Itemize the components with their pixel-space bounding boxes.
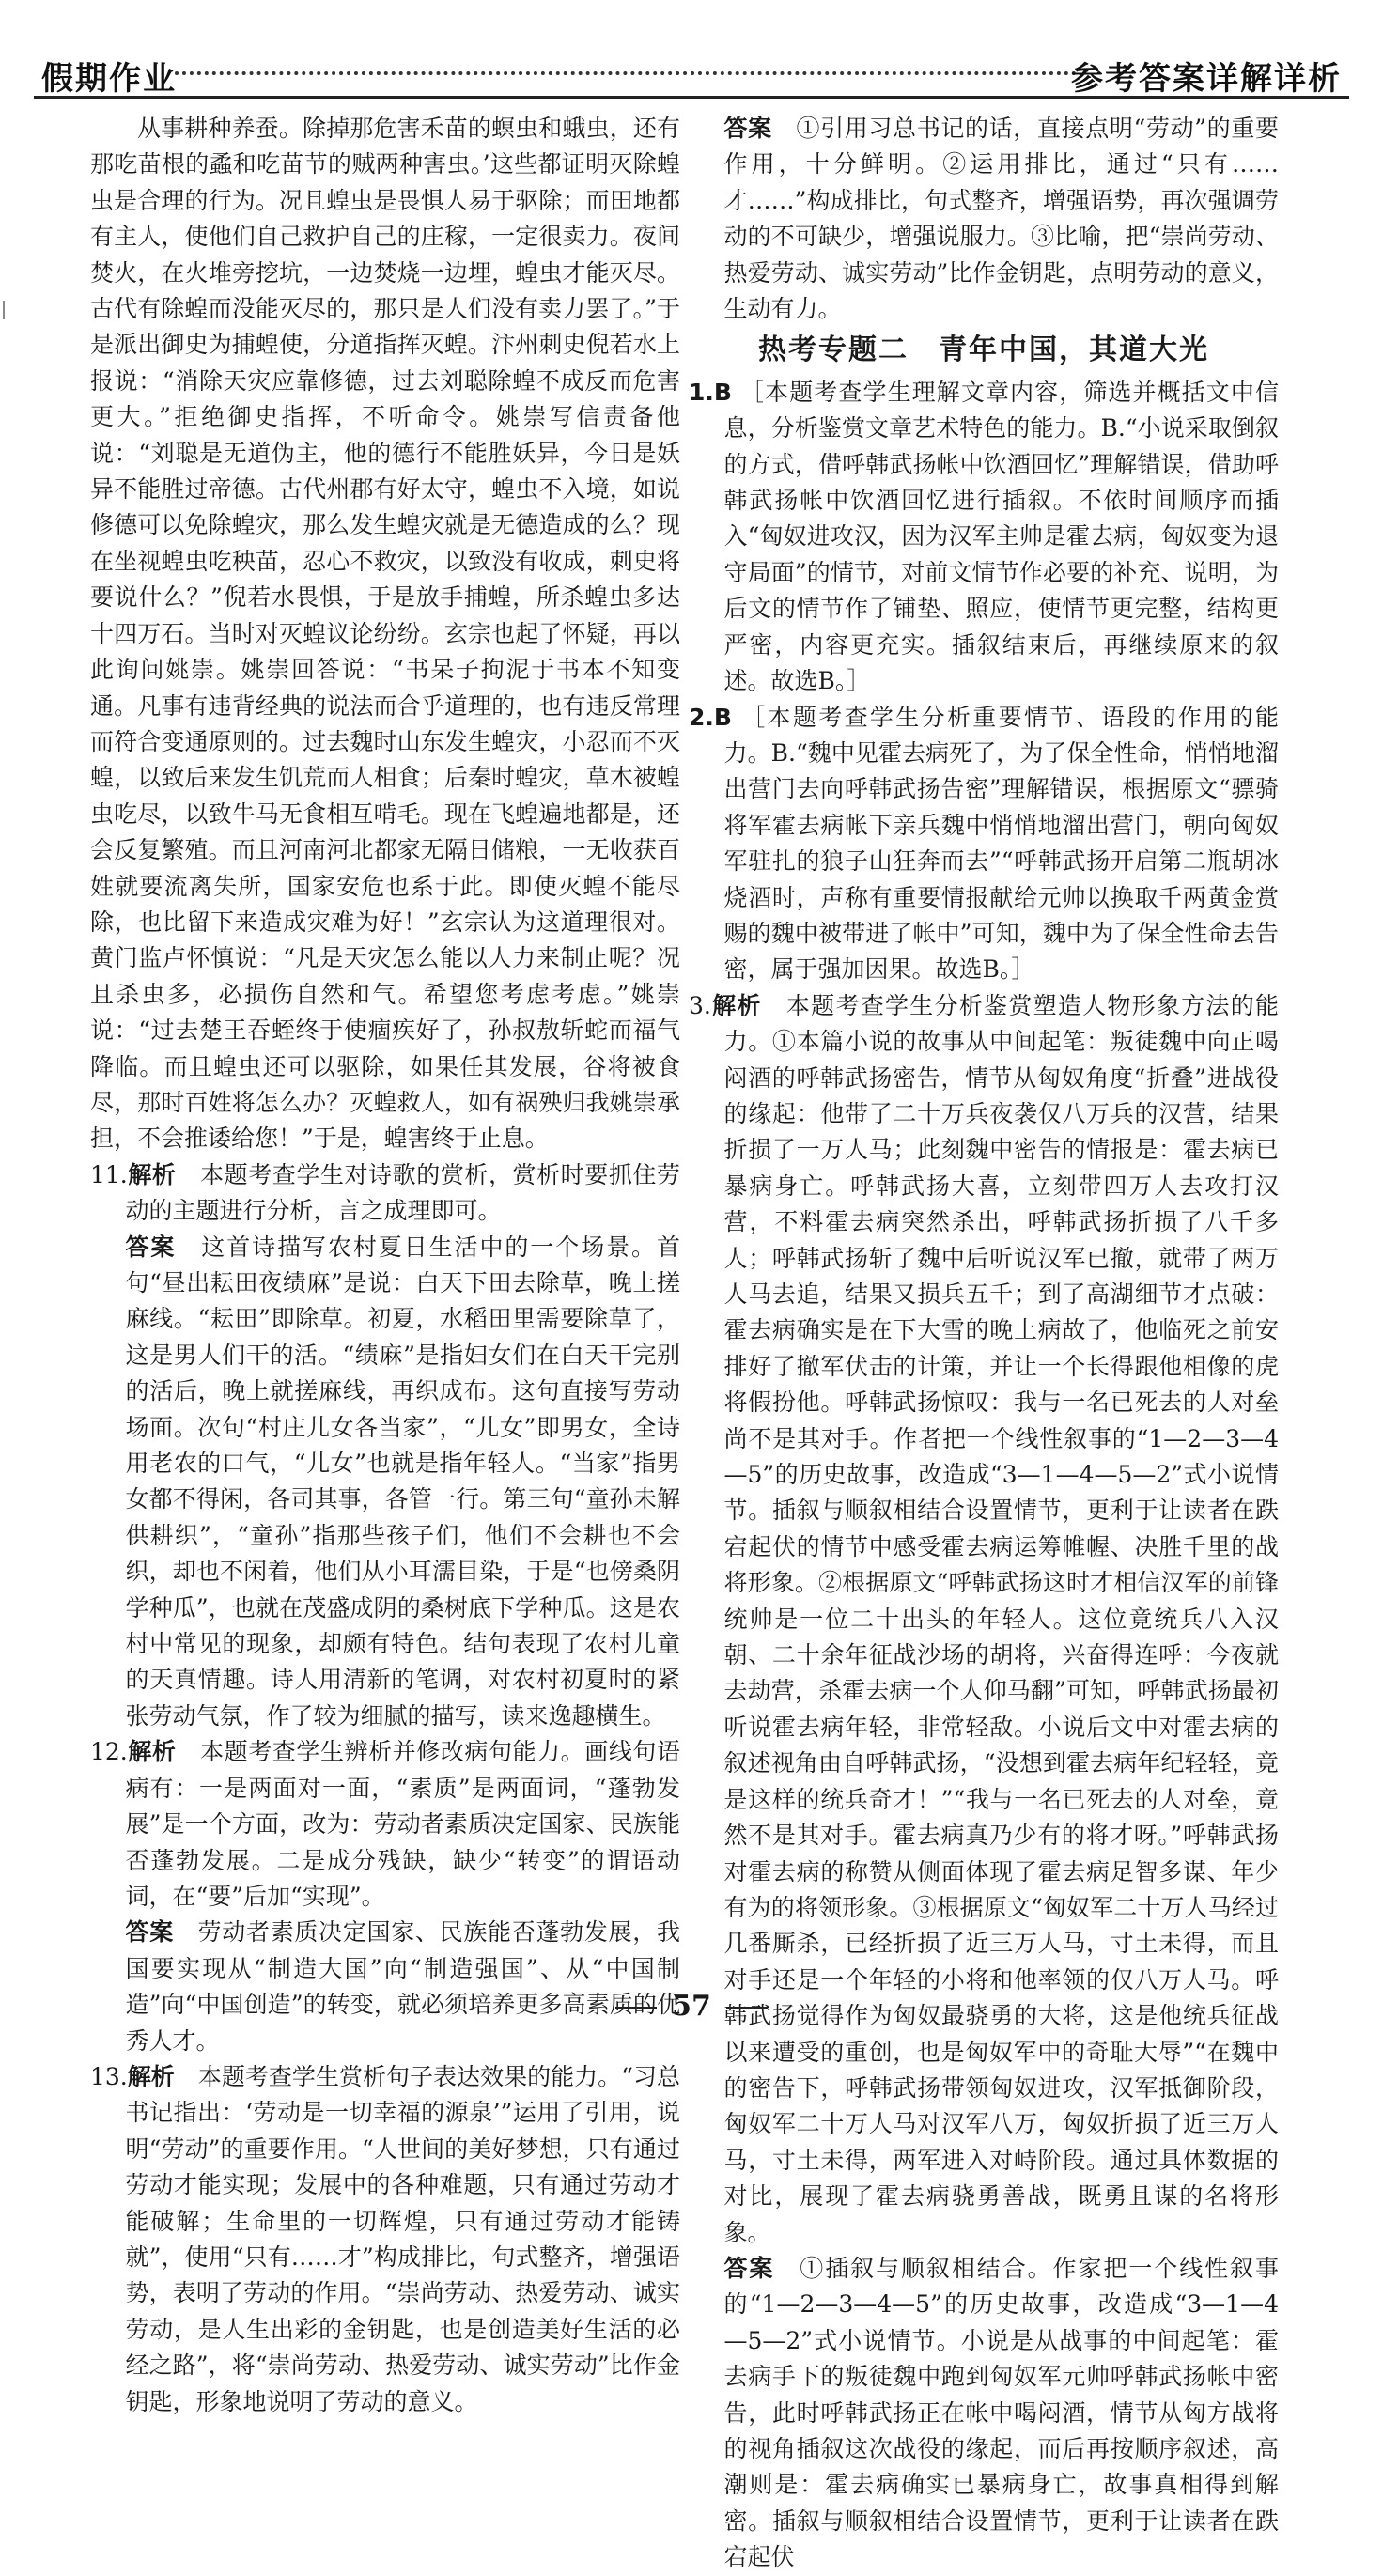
answer-tag: 答案: [723, 115, 772, 142]
analysis-tag: 解析: [127, 2062, 175, 2090]
right-column: [689, 111, 1279, 2576]
answer-tag: 答案: [125, 1233, 177, 1261]
binding-mark: [3, 301, 5, 319]
analysis-tag: 解析: [127, 1738, 177, 1766]
analysis-tag: 解析: [710, 991, 762, 1019]
footer-dash-right: [726, 2007, 768, 2009]
question-12-answer: 答案 劳动者素质决定国家、民族能否蓬勃发展，我国要实现从“制造大国”向“制造强国”、从“中国制造”向“中国创造”的转变，就必须培养更多高素质的优秀人才。: [125, 1918, 680, 2055]
analysis-tag: 解析: [127, 1160, 177, 1188]
header-rule: [34, 96, 1349, 99]
question-3-answer: 答案 ①插叙与顺叙相结合。作家把一个线性叙事的“1—2—3—4—5”的历史故事，改造成“3—1—4—5—2”式小说情节。小说是从战事的中间起笔：霍去病手下的叛徒魏中跑到匈奴军元帅呼韩武扬帐中密告，此时呼韩武扬正在帐中喝闷酒，情节从匈方战将的视角插叙这次战役的缘起，而后再按顺序叙述，高潮则是：霍去病确实已暴病身亡，故事真相得到解密。插叙与顺叙相结合设置情节，更利于让读者在跌宕起伏: [723, 2254, 1279, 2571]
answer-tag: 答案: [723, 2254, 775, 2282]
header-left-title: 假期作业: [41, 60, 177, 98]
translation-continuation: 从事耕种养蚕。除掉那危害禾苗的螟虫和蛾虫，还有那吃苗根的蟊和吃苗节的贼两种害虫。’这些都证明灭除蝗虫是合理的行为。况且蝗虫是畏惧人易于驱除；而田地都有主人，使他们自己救护自己的庄稼，一定很卖力。夜间焚火，在火堆旁挖坑，一边焚烧一边埋，蝗虫才能灭尽。古代有除蝗而没能灭尽的，那只是人们没有卖力罢了。”于是派出御史为捕蝗使，分道指挥灭蝗。汴州刺史倪若水上报说：“消除天灾应靠修德，过去刘聪除蝗不成反而危害更大。”拒绝御史指挥，不听命令。姚崇写信责备他说：“刘聪是无道伪主，他的德行不能胜妖异，今日是妖异不能胜过帝德。古代州郡有好太守，蝗虫不入境，如说修德可以免除蝗灾，那么发生蝗灾就是无德造成的么？现在坐视蝗虫吃秧苗，忍心不救灾，以致没有收成，刺史将要说什么？”倪若水畏惧，于是放手捕蝗，所杀蝗虫多达十四万石。当时对灭蝗议论纷纷。玄宗也起了怀疑，再以此询问姚崇。姚崇回答说：“书呆子拘泥于书本不知变通。凡事有违背经典的说法而合乎道理的，也有违反常理而符合变通原则的。过去魏时山东发生蝗灾，小忍而不灭蝗，以致后来发生饥荒而人相食；后秦时蝗灾，草木被蝗虫吃尽，以致牛马无食相互啃毛。现在飞蝗遍地都是，还会反复繁殖。而且河南河北都家无隔日储粮，一无收获百姓就要流离失所，国家安危也系于此。即使灭蝗不能尽除，也比留下来造成灾难为好！”玄宗认为这道理很对。黄门监卢怀慎说：“凡是天灾怎么能以人力来制止呢？况且杀虫多，必损伤自然和气。希望您考虑考虑。”姚崇说：“过去楚王吞蛭终于使痼疾好了，孙叔敖斩蛇而福气降临。而且蝗虫还可以驱除，如果任其发展，谷将被食尽，那时百姓将怎么办？灭蝗救人，如有祸殃归我姚崇承担，不会推诿给您！”于是，蝗害终于止息。: [90, 115, 680, 1153]
question-13-answer: 答案 ①引用习总书记的话，直接点明“劳动”的重要作用，十分鲜明。②运用排比，通过“只有……才……”构成排比，句式整齐，增强语势，再次强调劳动的不可缺少，增强说服力。③比喻，把“崇尚劳动、热爱劳动、诚实劳动”比作金钥匙，点明劳动的意义，生动有力。: [723, 115, 1279, 323]
question-3-analysis: 3.解析 本题考查学生分析鉴赏塑造人物形象方法的能力。①本篇小说的故事从中间起笔：叛徒魏中向正喝闷酒的呼韩武扬密告，情节从匈奴角度“折叠”进战役的缘起：他带了二十万兵夜袭仅八万兵的汉营，结果折损了一万人马；此刻魏中密告的情报是：霍去病已暴病身亡。呼韩武扬大喜，立刻带四万人去攻打汉营，不料霍去病突然杀出，呼韩武扬折损了八千多人；呼韩武扬斩了魏中后听说汉军已撤，就带了两万人马去追，结果又损兵五千；到了高湖细节才点破：霍去病确实是在下大雪的晚上病故了，他临死之前安排好了撤军伏击的计策，并让一个长得跟他相像的虎将假扮他。呼韩武扬惊叹：我与一名已死去的人对垒尚不是其对手。作者把一个线性叙事的“1—2—3—4—5”的历史故事，改造成“3—1—4—5—2”式小说情节。插叙与顺叙相结合设置情节，更利于让读者在跌宕起伏的情节中感受霍去病运筹帷幄、决胜千里的战将形象。②根据原文“呼韩武扬这时才相信汉军的前锋统帅是一位二十出头的年轻人。这位竟统兵八入汉朝、二十余年征战沙场的胡将，兴奋得连呼：今夜就去劫营，杀霍去病一个人仰马翻”可知，呼韩武扬最初听说霍去病年轻，非常轻敌。小说后文中对霍去病的叙述视角由自呼韩武扬，“没想到霍去病年纪轻轻，竟是这样的统兵奇才！”“我与一名已死去的人对垒，竟然不是其对手。霍去病真乃少有的将才呀。”呼韩武扬对霍去病的称赞从侧面体现了霍去病足智多谋、年少有为的将领形象。③根据原文“匈奴军二十万人马经过几番厮杀，已经折损了近三万人马，寸土未得，而且对手还是一个年轻的小将和他率领的仅八万人马。呼韩武扬觉得作为匈奴最骁勇的大将，这是他统兵征战以来遭受的重创，也是匈奴军中的奇耻大辱”“在魏中的密告下，呼韩武扬带领匈奴进攻，汉军抵御阶段，匈奴军二十万人马对汉军八万，匈奴折损了近三万人马，寸土未得，两军进入对峙阶段。通过具体数据的对比，展现了霍去病骁勇善战，既勇且谋的名将形象。: [689, 991, 1279, 2246]
page-footer: [0, 1990, 1383, 2023]
page-header: [34, 49, 1349, 96]
question-11-answer: 答案 这首诗描写农村夏日生活中的一个场景。首句“昼出耘田夜绩麻”是说：白天下田去除草，晚上搓麻线。“耘田”即除草。初夏，水稻田里需要除草了，这是男人们干的活。“绩麻”是指妇女们在白天干完别的活后，晚上就搓麻线，再织成布。这句直接写劳动场面。次句“村庄儿女各当家”，“儿女”即男女，全诗用老农的口气，“儿女”也就是指年轻人。“当家”指男女都不得闲，各司其事，各管一行。第三句“童孙未解供耕织”，“童孙”指那些孩子们，他们不会耕也不会织，却也不闲着，他们从小耳濡目染，于是“也傍桑阴学种瓜”，也就在茂盛成阴的桑树底下学种瓜。这是农村中常见的现象，却颇有特色。结句表现了农村儿童的天真情趣。诗人用清新的笔调，对农村初夏时的紧张劳动气氛，作了较为细腻的描写，读来逸趣横生。: [125, 1233, 680, 1730]
question-12-analysis: 12.解析 本题考查学生辨析并修改病句能力。画线句语病有：一是两面对一面，“素质”是两面词，“蓬勃发展”是一个方面，改为：劳动者素质决定国家、民族能否蓬勃发展。二是成分残缺，缺少“转变”的谓语动词，在“要”后加“实现”。: [90, 1738, 680, 1910]
footer-dash-left: [615, 2007, 657, 2009]
left-column: [90, 111, 680, 2420]
page-number: 57: [672, 1990, 711, 2023]
question-2: 2.B ［本题考查学生分析重要情节、语段的作用的能力。B.“魏中见霍去病死了，为了保全性命，悄悄地溜出营门去向呼韩武扬告密”理解错误，根据原文“骠骑将军霍去病帐下亲兵魏中悄悄地溜出营门，朝向匈奴军驻扎的狼子山狂奔而去”“呼韩武扬开启第二瓶胡冰烧酒时，声称有重要情报献给元帅以换取千两黄金赏赐的魏中被带进了帐中”可知，魏中为了保全性命去告密，属于强加因果。故选B。］: [689, 703, 1279, 984]
question-13-analysis: 13.解析 本题考查学生赏析句子表达效果的能力。“习总书记指出：‘劳动是一切幸福的源泉’”运用了引用，说明“劳动”的重要作用。“人世间的美好梦想，只有通过劳动才能实现；发展中的各种难题，只有通过劳动才能破解；生命里的一切辉煌，只有通过劳动才能铸就”，使用“只有……才”构成排比，句式整齐，增强语势，表明了劳动的作用。“崇尚劳动、热爱劳动、诚实劳动，是人生出彩的金钥匙，也是创造美好生活的必经之路”，将“崇尚劳动、热爱劳动、诚实劳动”比作金钥匙，形象地说明了劳动的意义。: [90, 2062, 680, 2415]
question-11-analysis: 11.解析 本题考查学生对诗歌的赏析，赏析时要抓住劳动的主题进行分析，言之成理即可。: [90, 1160, 680, 1225]
header-right-title: 参考答案详解详析: [1071, 60, 1342, 98]
question-1: 1.B ［本题考查学生理解文章内容，筛选并概括文中信息，分析鉴赏文章艺术特色的能力。B.“小说采取倒叙的方式，借呼韩武扬帐中饮酒回忆”理解错误，借助呼韩武扬帐中饮酒回忆进行插叙。不依时间顺序而插入“匈奴进攻汉，因为汉军主帅是霍去病，匈奴变为退守局面”的情节，对前文情节作必要的补充、说明，为后文的情节作了铺垫、照应，使情节更完整，结构更严密，内容更充实。插叙结束后，再继续原来的叙述。故选B。］: [689, 378, 1279, 695]
answer-tag: 答案: [125, 1918, 174, 1947]
section-title: 热考专题二 青年中国，其道大光: [758, 334, 1209, 367]
header-dotted-leader: [175, 71, 1077, 75]
